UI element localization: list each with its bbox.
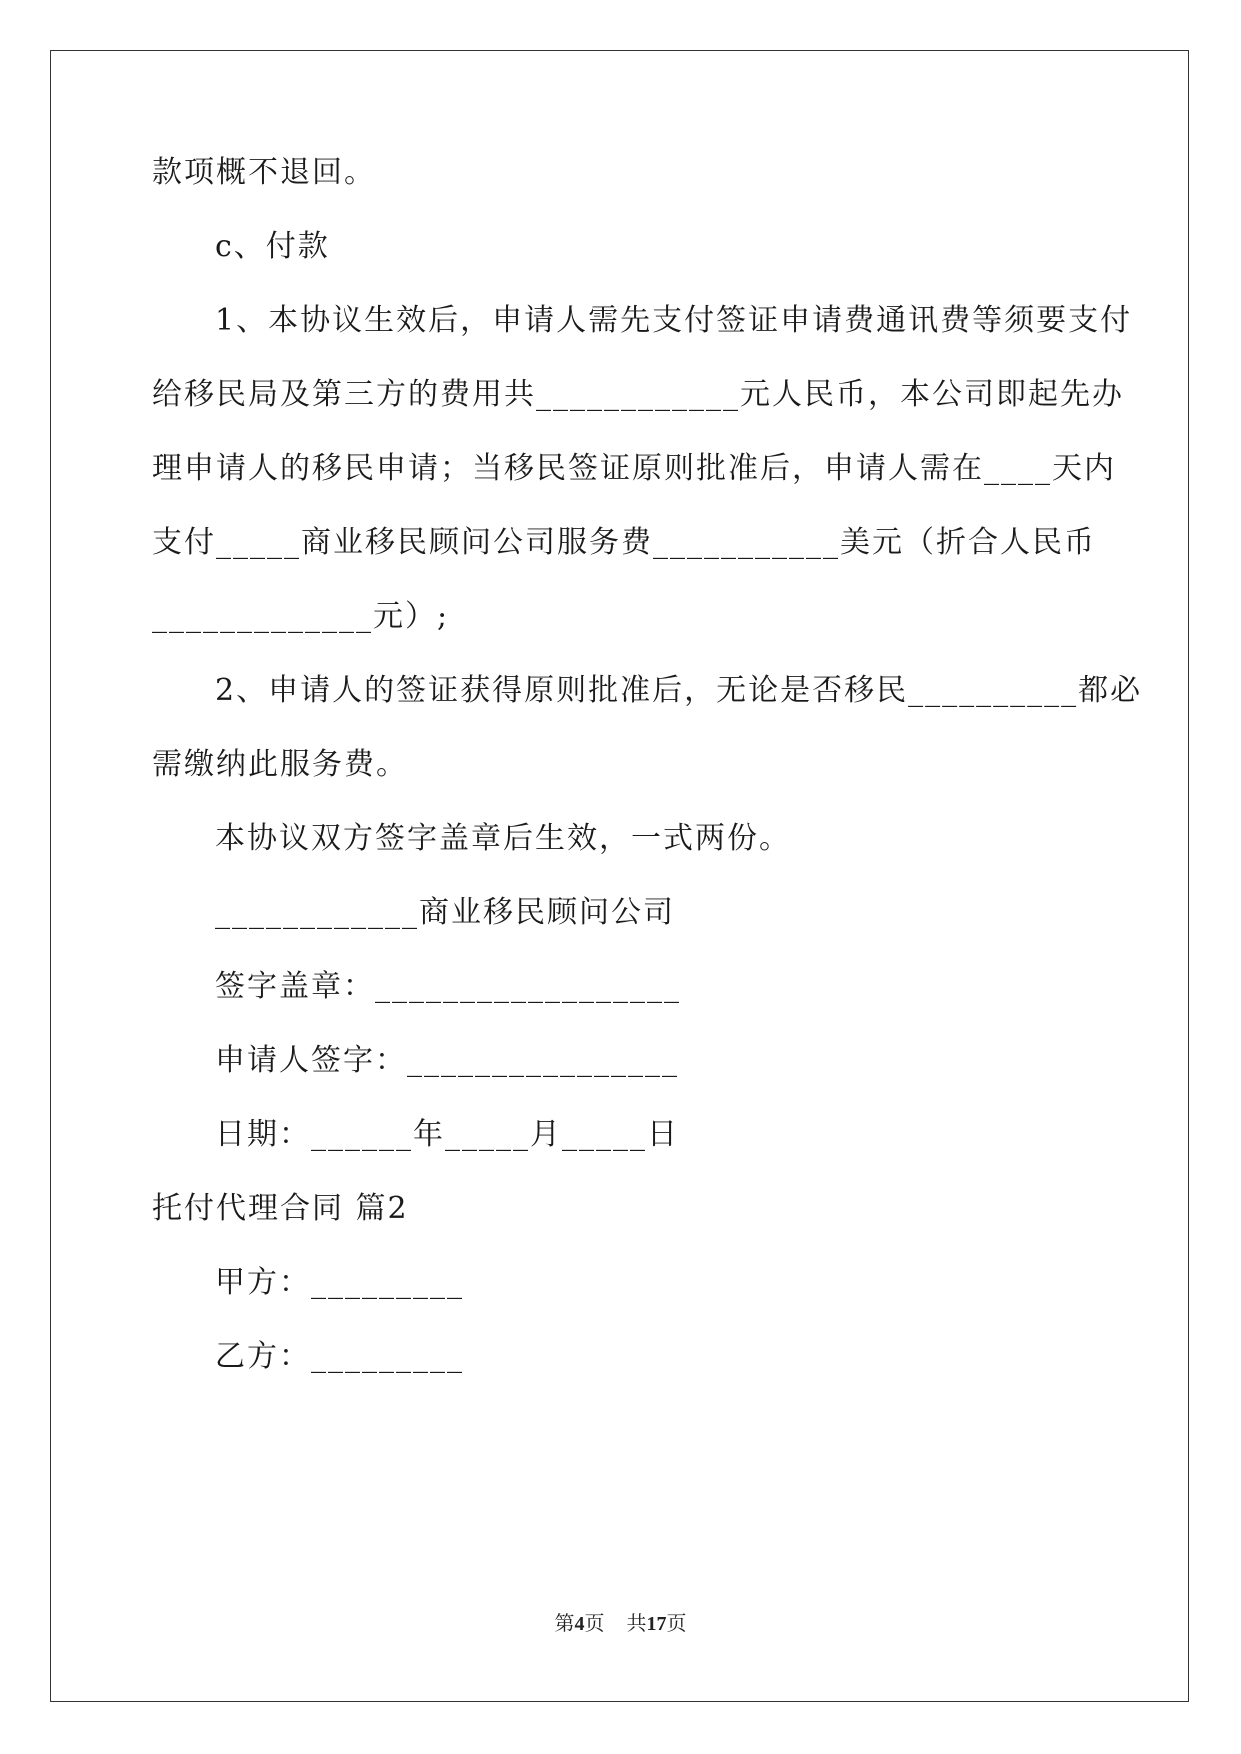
text-line-16: 甲方：_________ (215, 1265, 464, 1300)
text-line-2: c、付款 (215, 229, 330, 264)
footer-page-number: 4 (574, 1613, 585, 1635)
text-line-14: 日期：______年_____月_____日 (215, 1117, 679, 1152)
text-line-8: 2、申请人的签证获得原则批准后，无论是否移民__________都必 (215, 673, 1143, 708)
text-line-9: 需缴纳此服务费。 (152, 747, 408, 782)
page-border (50, 50, 1189, 1702)
text-line-10: 本协议双方签字盖章后生效，一式两份。 (215, 821, 791, 856)
section-heading: 托付代理合同 篇2 (152, 1191, 409, 1226)
text-line-12: 签字盖章：__________________ (215, 969, 681, 1004)
footer-page-suffix: 页 (584, 1613, 605, 1635)
footer-total-prefix: 共 (626, 1613, 647, 1635)
text-line-4: 给移民局及第三方的费用共____________元人民币，本公司即起先办 (152, 377, 1124, 412)
text-line-17: 乙方：_________ (215, 1339, 464, 1374)
text-line-5: 理申请人的移民申请；当移民签证原则批准后，申请人需在____天内 (152, 451, 1116, 486)
text-line-11: ____________商业移民顾问公司 (215, 895, 675, 930)
footer-total-suffix: 页 (666, 1613, 687, 1635)
footer-prefix: 第 (554, 1613, 575, 1635)
text-line-13: 申请人签字：________________ (215, 1043, 679, 1078)
page-footer (0, 1611, 1241, 1637)
text-line-6: 支付_____商业移民顾问公司服务费___________美元（折合人民币 (152, 525, 1096, 560)
text-line-1: 款项概不退回。 (152, 155, 376, 190)
text-line-3: 1、本协议生效后，申请人需先支付签证申请费通讯费等须要支付 (215, 303, 1133, 338)
footer-total-pages: 17 (646, 1613, 667, 1635)
text-line-7: _____________元）; (152, 599, 450, 634)
